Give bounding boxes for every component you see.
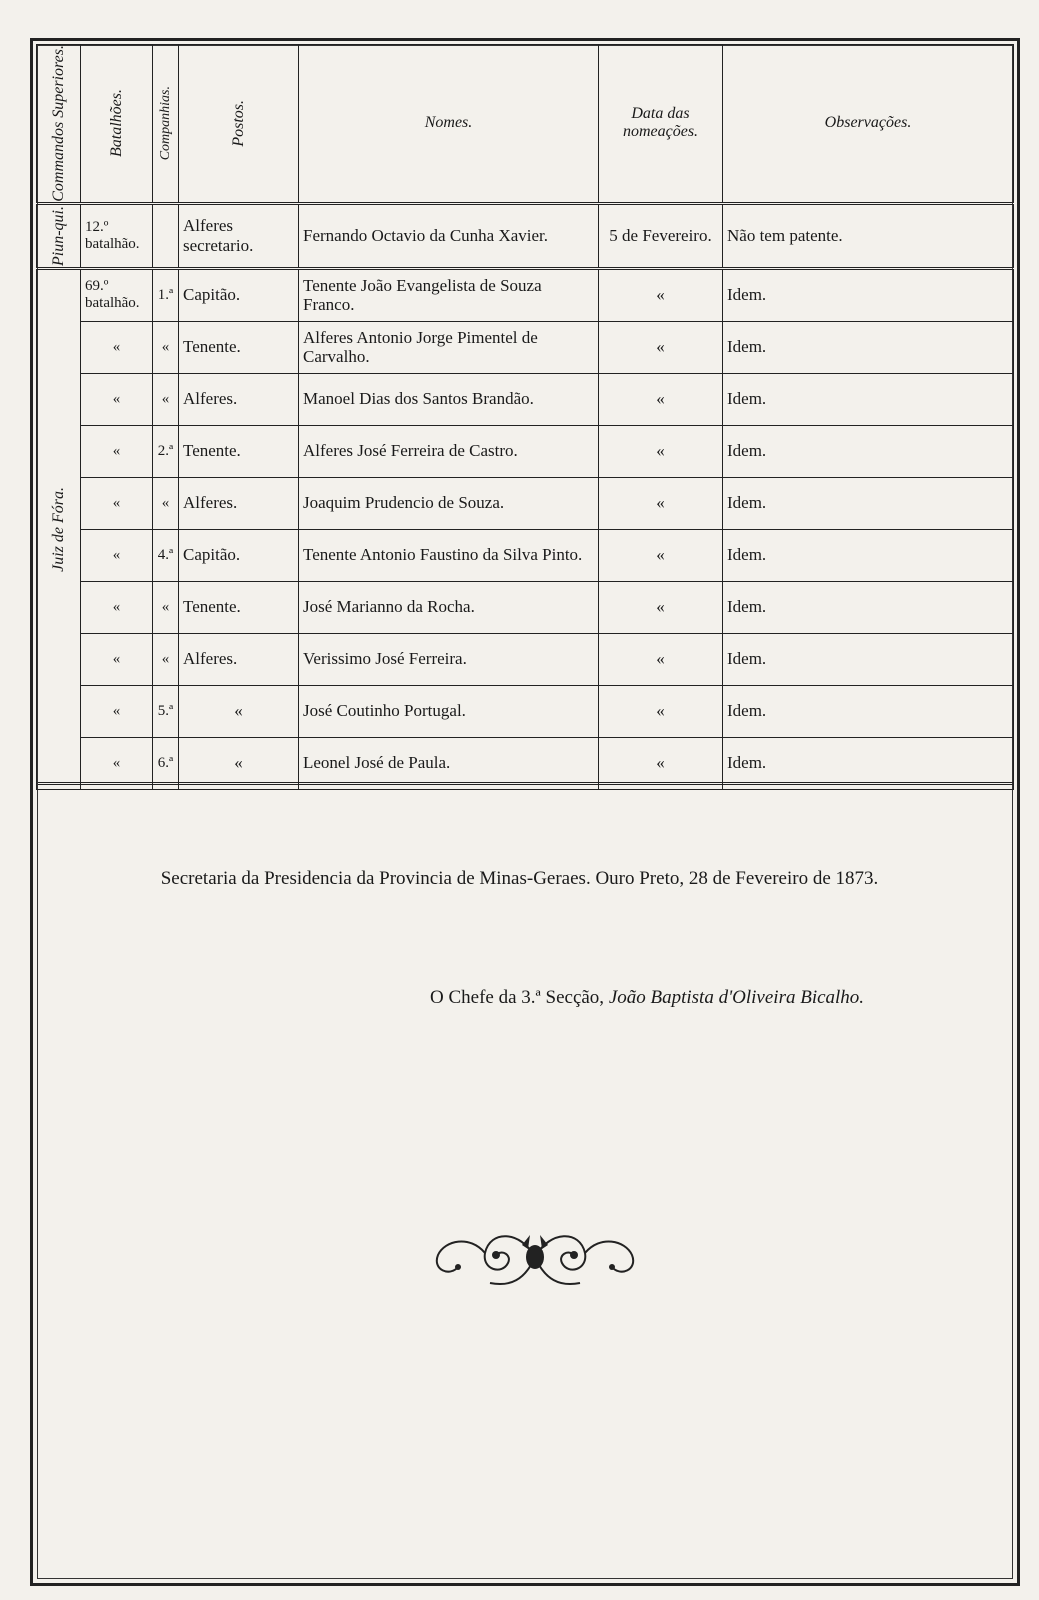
name-cell: Verissimo José Ferreira. (299, 633, 599, 685)
header-battalions-label: Batalhões. (107, 89, 125, 158)
header-commands-label: Commandos Superiores. (49, 45, 67, 202)
post-cell: Alferes. (179, 477, 299, 529)
date-cell: « (599, 737, 723, 789)
observation-cell: Não tem patente. (723, 203, 1014, 268)
name-cell: Manoel Dias dos Santos Brandão. (299, 373, 599, 425)
post-cell: « (179, 685, 299, 737)
observation-cell: Idem. (723, 737, 1014, 789)
post-cell: Tenente. (179, 321, 299, 373)
post-cell: Alferes. (179, 633, 299, 685)
table-row (37, 268, 1014, 321)
observation-cell: Idem. (723, 373, 1014, 425)
command-cell (37, 268, 81, 789)
battalion-cell: « (81, 737, 153, 789)
battalion-cell: « (81, 373, 153, 425)
battalion-cell: « (81, 581, 153, 633)
date-cell: 5 de Fevereiro. (599, 203, 723, 268)
post-cell: Alferes secretario. (179, 203, 299, 268)
header-companies (153, 45, 179, 204)
company-cell: « (153, 581, 179, 633)
post-cell: Tenente. (179, 581, 299, 633)
observation-cell: Idem. (723, 581, 1014, 633)
company-cell: 5.ª (153, 685, 179, 737)
observation-cell: Idem. (723, 268, 1014, 321)
header-companies-label: Companhias. (157, 86, 173, 161)
signature-prefix: O Chefe da 3.ª Secção, (430, 987, 605, 1008)
place-date-line: Secretaria da Presidencia da Provincia de Minas-Geraes. Ouro Preto, 28 de Fevereiro de 1873. (160, 868, 879, 889)
observation-cell: Idem. (723, 321, 1014, 373)
company-cell: « (153, 633, 179, 685)
date-cell: « (599, 685, 723, 737)
name-cell: Tenente João Evangelista de Souza Franco. (299, 268, 599, 321)
signature-line (430, 987, 864, 1009)
command-label: Piun-qui. (49, 205, 67, 266)
date-cell: « (599, 268, 723, 321)
table-row (37, 581, 1014, 633)
company-cell: 4.ª (153, 529, 179, 581)
battalion-cell: « (81, 633, 153, 685)
post-cell: Capitão. (179, 268, 299, 321)
name-cell: José Coutinho Portugal. (299, 685, 599, 737)
company-cell: « (153, 373, 179, 425)
post-cell: Capitão. (179, 529, 299, 581)
table-end-rule (38, 782, 1014, 785)
observation-cell: Idem. (723, 685, 1014, 737)
battalion-cell: « (81, 321, 153, 373)
date-cell: « (599, 529, 723, 581)
observation-cell: Idem. (723, 477, 1014, 529)
battalion-cell: « (81, 685, 153, 737)
date-cell: « (599, 581, 723, 633)
battalion-cell: 12.º batalhão. (81, 203, 153, 268)
ornament-flourish-icon (430, 1225, 640, 1290)
table-row (37, 321, 1014, 373)
name-cell: Alferes Antonio Jorge Pimentel de Carvalho. (299, 321, 599, 373)
date-cell: « (599, 321, 723, 373)
table-row (37, 633, 1014, 685)
battalion-cell: « (81, 477, 153, 529)
name-cell: Fernando Octavio da Cunha Xavier. (299, 203, 599, 268)
table-header-row (37, 45, 1014, 204)
table-row (37, 529, 1014, 581)
company-cell: 1.ª (153, 268, 179, 321)
table-row (37, 373, 1014, 425)
observation-cell: Idem. (723, 425, 1014, 477)
date-cell: « (599, 425, 723, 477)
name-cell: Joaquim Prudencio de Souza. (299, 477, 599, 529)
post-cell: Tenente. (179, 425, 299, 477)
header-commands (37, 45, 81, 204)
date-cell: « (599, 477, 723, 529)
header-posts (179, 45, 299, 204)
company-cell: « (153, 321, 179, 373)
officers-table (36, 44, 1014, 790)
observation-cell: Idem. (723, 529, 1014, 581)
date-cell: « (599, 373, 723, 425)
company-cell: 2.ª (153, 425, 179, 477)
name-cell: Leonel José de Paula. (299, 737, 599, 789)
name-cell: Tenente Antonio Faustino da Silva Pinto. (299, 529, 599, 581)
post-cell: « (179, 737, 299, 789)
observation-cell: Idem. (723, 633, 1014, 685)
name-cell: José Marianno da Rocha. (299, 581, 599, 633)
header-observations: Observações. (723, 45, 1014, 204)
battalion-cell: « (81, 529, 153, 581)
table-row (37, 425, 1014, 477)
header-posts-label: Postos. (229, 100, 247, 147)
command-cell (37, 203, 81, 268)
company-cell: 6.ª (153, 737, 179, 789)
name-cell: Alferes José Ferreira de Castro. (299, 425, 599, 477)
date-cell: « (599, 633, 723, 685)
table-row (37, 685, 1014, 737)
battalion-cell: « (81, 425, 153, 477)
command-label: Juiz de Fóra. (49, 486, 67, 572)
company-cell: « (153, 477, 179, 529)
battalion-cell: 69.º batalhão. (81, 268, 153, 321)
header-date: Data das nomeações. (599, 45, 723, 204)
signature-name: João Baptista d'Oliveira Bicalho. (608, 987, 865, 1008)
header-names: Nomes. (299, 45, 599, 204)
table-row (37, 477, 1014, 529)
table-row (37, 203, 1014, 268)
company-cell (153, 203, 179, 268)
header-battalions (81, 45, 153, 204)
post-cell: Alferes. (179, 373, 299, 425)
